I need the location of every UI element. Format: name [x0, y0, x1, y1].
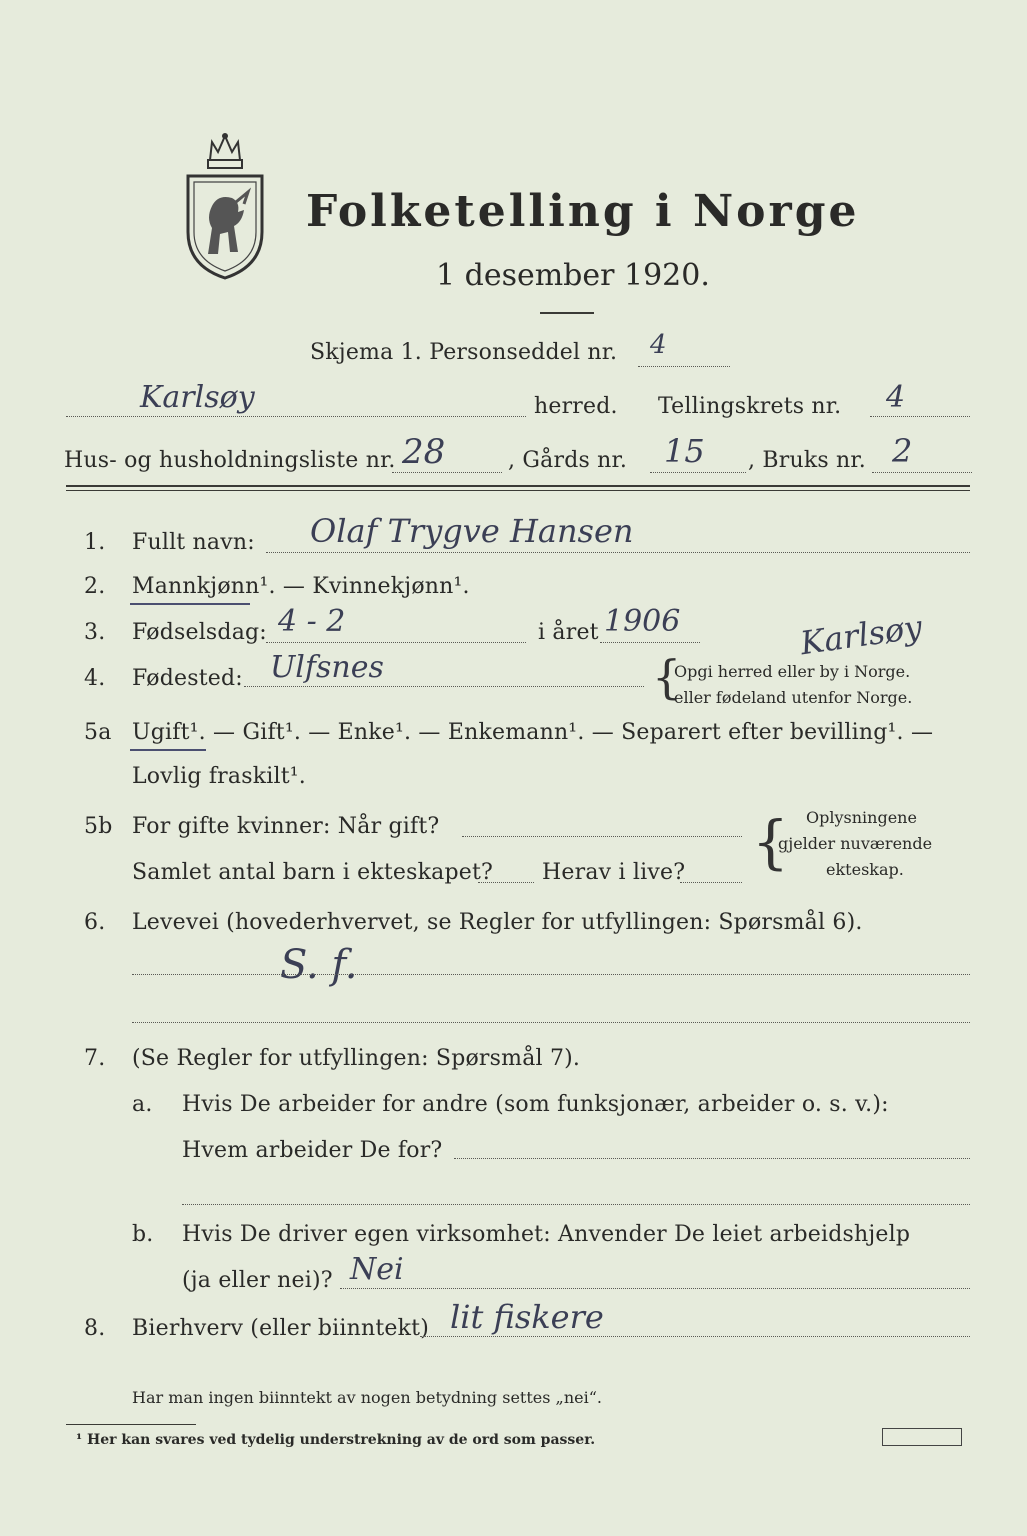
q3-year-field-line — [600, 642, 700, 643]
q4-label: Fødested: — [132, 666, 243, 691]
q3-year-value[interactable]: 1906 — [604, 604, 681, 639]
tellingskrets-value[interactable]: 4 — [886, 380, 906, 415]
q2-number: 2. — [84, 574, 106, 599]
q4-number: 4. — [84, 666, 106, 691]
q4-brace: { — [652, 650, 682, 704]
skjema-field-line — [638, 366, 730, 367]
form-title: Folketelling i Norge — [306, 186, 860, 237]
q3-year-label: i året — [538, 620, 599, 645]
q5b-number: 5b — [84, 814, 113, 839]
printer-stamp-icon — [882, 1428, 962, 1446]
q7b-value[interactable]: Nei — [350, 1252, 404, 1287]
coat-of-arms-icon — [182, 132, 268, 282]
q3-value[interactable]: 4 - 2 — [278, 604, 346, 639]
q7b-letter: b. — [132, 1222, 154, 1247]
q1-field-line — [266, 552, 970, 553]
q5b-label: For gifte kvinner: Når gift? — [132, 814, 440, 839]
header-rule-top — [66, 485, 970, 487]
q6-number: 6. — [84, 910, 106, 935]
q1-number: 1. — [84, 530, 106, 555]
title-divider — [540, 312, 594, 314]
q4-margin-value[interactable]: Karlsøy — [797, 607, 925, 663]
q7-label: (Se Regler for utfyllingen: Spørsmål 7). — [132, 1046, 581, 1071]
tellingskrets-label: Tellingskrets nr. — [658, 394, 842, 419]
hus-label: Hus- og husholdningsliste nr. — [64, 448, 396, 473]
bruks-field-line — [872, 472, 972, 473]
skjema-label: Skjema 1. Personseddel nr. — [310, 340, 618, 365]
gards-label: , Gårds nr. — [508, 448, 628, 473]
footnote-rule — [66, 1424, 196, 1425]
skjema-value[interactable]: 4 — [650, 330, 667, 360]
q7a-label: Hvis De arbeider for andre (som funksjonær, arbeider o. s. v.): — [182, 1092, 889, 1117]
hus-value[interactable]: 28 — [402, 432, 446, 472]
q1-label: Fullt navn: — [132, 530, 255, 555]
gards-value[interactable]: 15 — [664, 432, 705, 470]
footnote: ¹ Her kan svares ved tydelig understrekning av de ord som passer. — [76, 1432, 596, 1448]
form-date: 1 desember 1920. — [436, 258, 710, 293]
q7b-field-line — [340, 1288, 970, 1289]
q5b-note-line1: Oplysningene — [806, 808, 917, 827]
q2-label: Mannkjønn¹. — Kvinnekjønn¹. — [132, 574, 470, 599]
q6-label: Levevei (hovederhvervet, se Regler for utfyllingen: Spørsmål 6). — [132, 910, 863, 935]
q3-field-line — [266, 642, 526, 643]
q7a-field-line-1 — [454, 1158, 970, 1159]
q4-value[interactable]: Ulfsnes — [270, 650, 384, 685]
hus-field-line — [392, 472, 502, 473]
tellingskrets-field-line — [870, 416, 970, 417]
q7b-label: Hvis De driver egen virksomhet: Anvender De leiet arbeidshjelp — [182, 1222, 911, 1247]
herred-value[interactable]: Karlsøy — [140, 380, 255, 415]
q4-note-line1: Opgi herred eller by i Norge. — [674, 662, 911, 681]
q5a-selection-underline — [130, 749, 206, 751]
q7a-letter: a. — [132, 1092, 153, 1117]
q2-selection-underline — [130, 603, 250, 605]
q5b-note-line3: ekteskap. — [826, 860, 904, 879]
header-rule-bottom — [66, 490, 970, 491]
q3-label: Fødselsdag: — [132, 620, 267, 645]
q5b-brace: { — [752, 808, 789, 876]
q3-number: 3. — [84, 620, 106, 645]
q4-note-line2: eller fødeland utenfor Norge. — [674, 688, 913, 707]
q5b-herav-label: Herav i live? — [542, 860, 686, 885]
q5b-barn-field-line — [478, 882, 534, 883]
bruks-label: , Bruks nr. — [748, 448, 866, 473]
q5b-herav-field-line — [680, 882, 742, 883]
q6-value[interactable]: S. f. — [280, 942, 358, 988]
q5b-label2: Samlet antal barn i ekteskapet? — [132, 860, 494, 885]
q1-value[interactable]: Olaf Trygve Hansen — [310, 512, 634, 550]
q8-field-line — [420, 1336, 970, 1337]
gards-field-line — [650, 472, 746, 473]
q7-number: 7. — [84, 1046, 106, 1071]
q8-value[interactable]: lit fiskere — [450, 1298, 604, 1336]
herred-field-line — [66, 416, 526, 417]
q7a-label2: Hvem arbeider De for? — [182, 1138, 443, 1163]
herred-label: herred. — [534, 394, 618, 419]
q6-field-line-1 — [132, 974, 970, 975]
q5a-label: Ugift¹. — Gift¹. — Enke¹. — Enkemann¹. — Separert efter bevilling¹. — — [132, 720, 934, 745]
q8-label: Bierhverv (eller biinntekt) — [132, 1316, 430, 1341]
q7a-field-line-2 — [182, 1204, 970, 1205]
footer-note: Har man ingen biinntekt av nogen betydning settes „nei“. — [132, 1388, 602, 1407]
q5b-note-line2: gjelder nuværende — [778, 834, 933, 853]
q4-field-line — [244, 686, 644, 687]
q5a-number: 5a — [84, 720, 112, 745]
q5b-gift-field-line — [462, 836, 742, 837]
q8-number: 8. — [84, 1316, 106, 1341]
q6-field-line-2 — [132, 1022, 970, 1023]
bruks-value[interactable]: 2 — [892, 432, 913, 470]
q7b-label2: (ja eller nei)? — [182, 1268, 333, 1293]
q5a-label2: Lovlig fraskilt¹. — [132, 764, 306, 789]
